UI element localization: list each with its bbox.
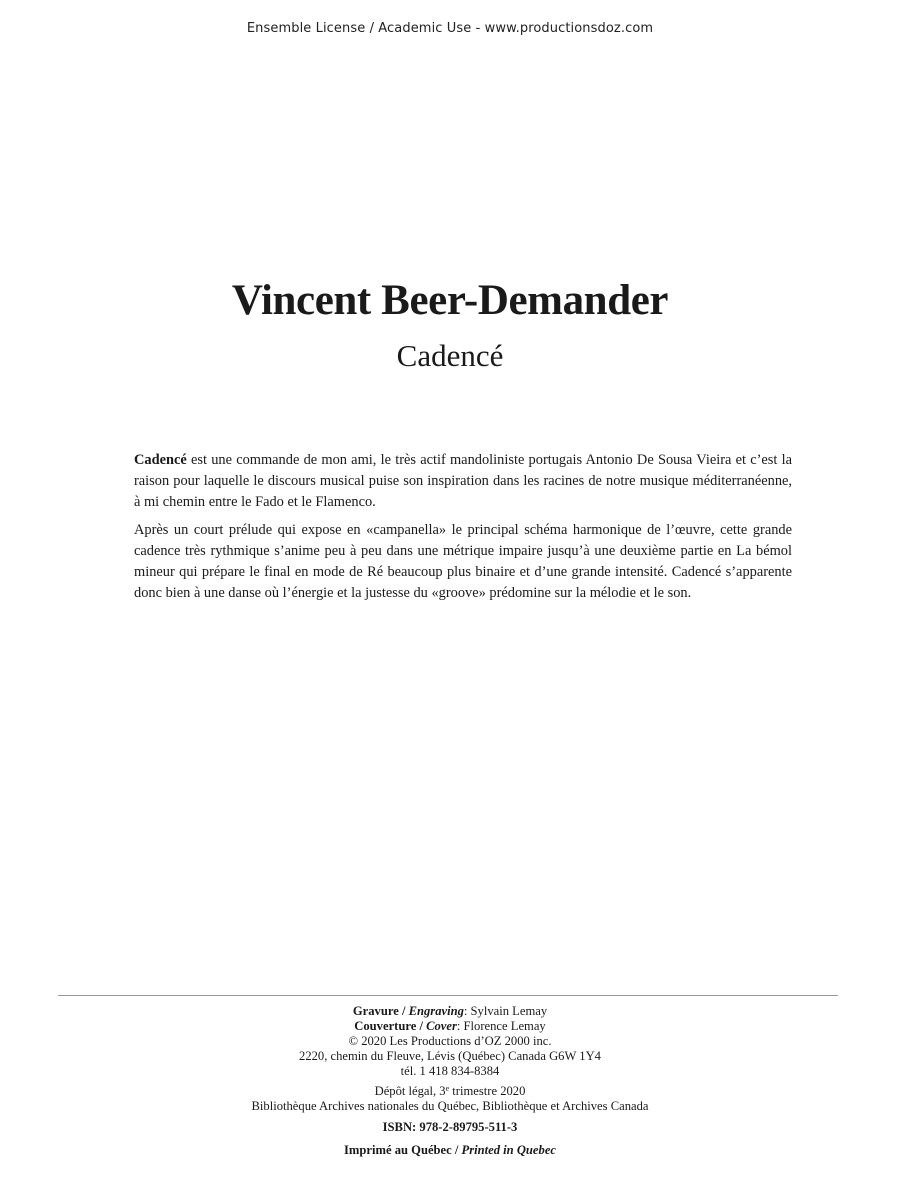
notes-paragraph-1-text: est une commande de mon ami, le très actif mandoliniste portugais Antonio De Sousa Vieira et c’est la raison pour laquelle le discours musical puise son inspiration dans les racines de notre musique méditerranéenne, à mi chemin entre le Fado et le Flamenco. xyxy=(134,452,792,510)
composer-name: Vincent Beer-Demander xyxy=(231,277,669,324)
legal-deposit-prefix: Dépôt légal, 3 xyxy=(374,1084,446,1098)
colophon xyxy=(0,1004,900,1158)
publisher-address: 2220, chemin du Fleuve, Lévis (Québec) Canada G6W 1Y4 xyxy=(299,1049,601,1063)
printed-en: Printed in Quebec xyxy=(461,1143,556,1157)
notes-paragraph-2: Après un court prélude qui expose en «campanella» le principal schéma harmonique de l’œuvre, cette grande cadence très rythmique s’anime peu à peu dans une métrique impaire jusqu’à une deuxième partie en La bémol mineur qui prépare le final en mode de Ré beaucoup plus binaire et d’une grande intensité. Cadencé s’apparente donc bien à une danse où l’énergie et la justesse du «groove» prédomine sur la mélodie et le son. xyxy=(134,522,792,601)
cover-label-en: Cover xyxy=(426,1019,457,1033)
publisher-phone: tél. 1 418 834-8384 xyxy=(400,1064,500,1078)
legal-deposit-sup: e xyxy=(445,1084,450,1093)
legal-deposit xyxy=(0,1084,900,1099)
license-header: Ensemble License / Academic Use - www.productionsdoz.com xyxy=(246,21,654,36)
work-title: Cadencé xyxy=(396,338,504,373)
cover-credit xyxy=(0,1019,900,1034)
engraving-credit xyxy=(0,1004,900,1019)
printed-in xyxy=(0,1143,900,1158)
footer-divider xyxy=(58,995,838,996)
engraving-label-fr: Gravure / xyxy=(352,1004,409,1018)
libraries-line: Bibliothèque Archives nationales du Québec, Bibliothèque et Archives Canada xyxy=(251,1099,649,1113)
copyright-line: © 2020 Les Productions d’OZ 2000 inc. xyxy=(348,1034,552,1048)
isbn-text: ISBN: 978-2-89795-511-3 xyxy=(382,1120,518,1134)
cover-name: : Florence Lemay xyxy=(456,1019,546,1033)
printed-fr: Imprimé au Québec / xyxy=(344,1143,462,1157)
notes-paragraph-1 xyxy=(134,450,792,513)
engraving-name: : Sylvain Lemay xyxy=(463,1004,548,1018)
cover-label-fr: Couverture / xyxy=(354,1019,427,1033)
notes-lead-title: Cadencé xyxy=(134,452,187,468)
program-notes xyxy=(134,450,792,611)
legal-deposit-suffix: trimestre 2020 xyxy=(449,1084,526,1098)
engraving-label-en: Engraving xyxy=(408,1004,464,1018)
isbn xyxy=(0,1120,900,1135)
